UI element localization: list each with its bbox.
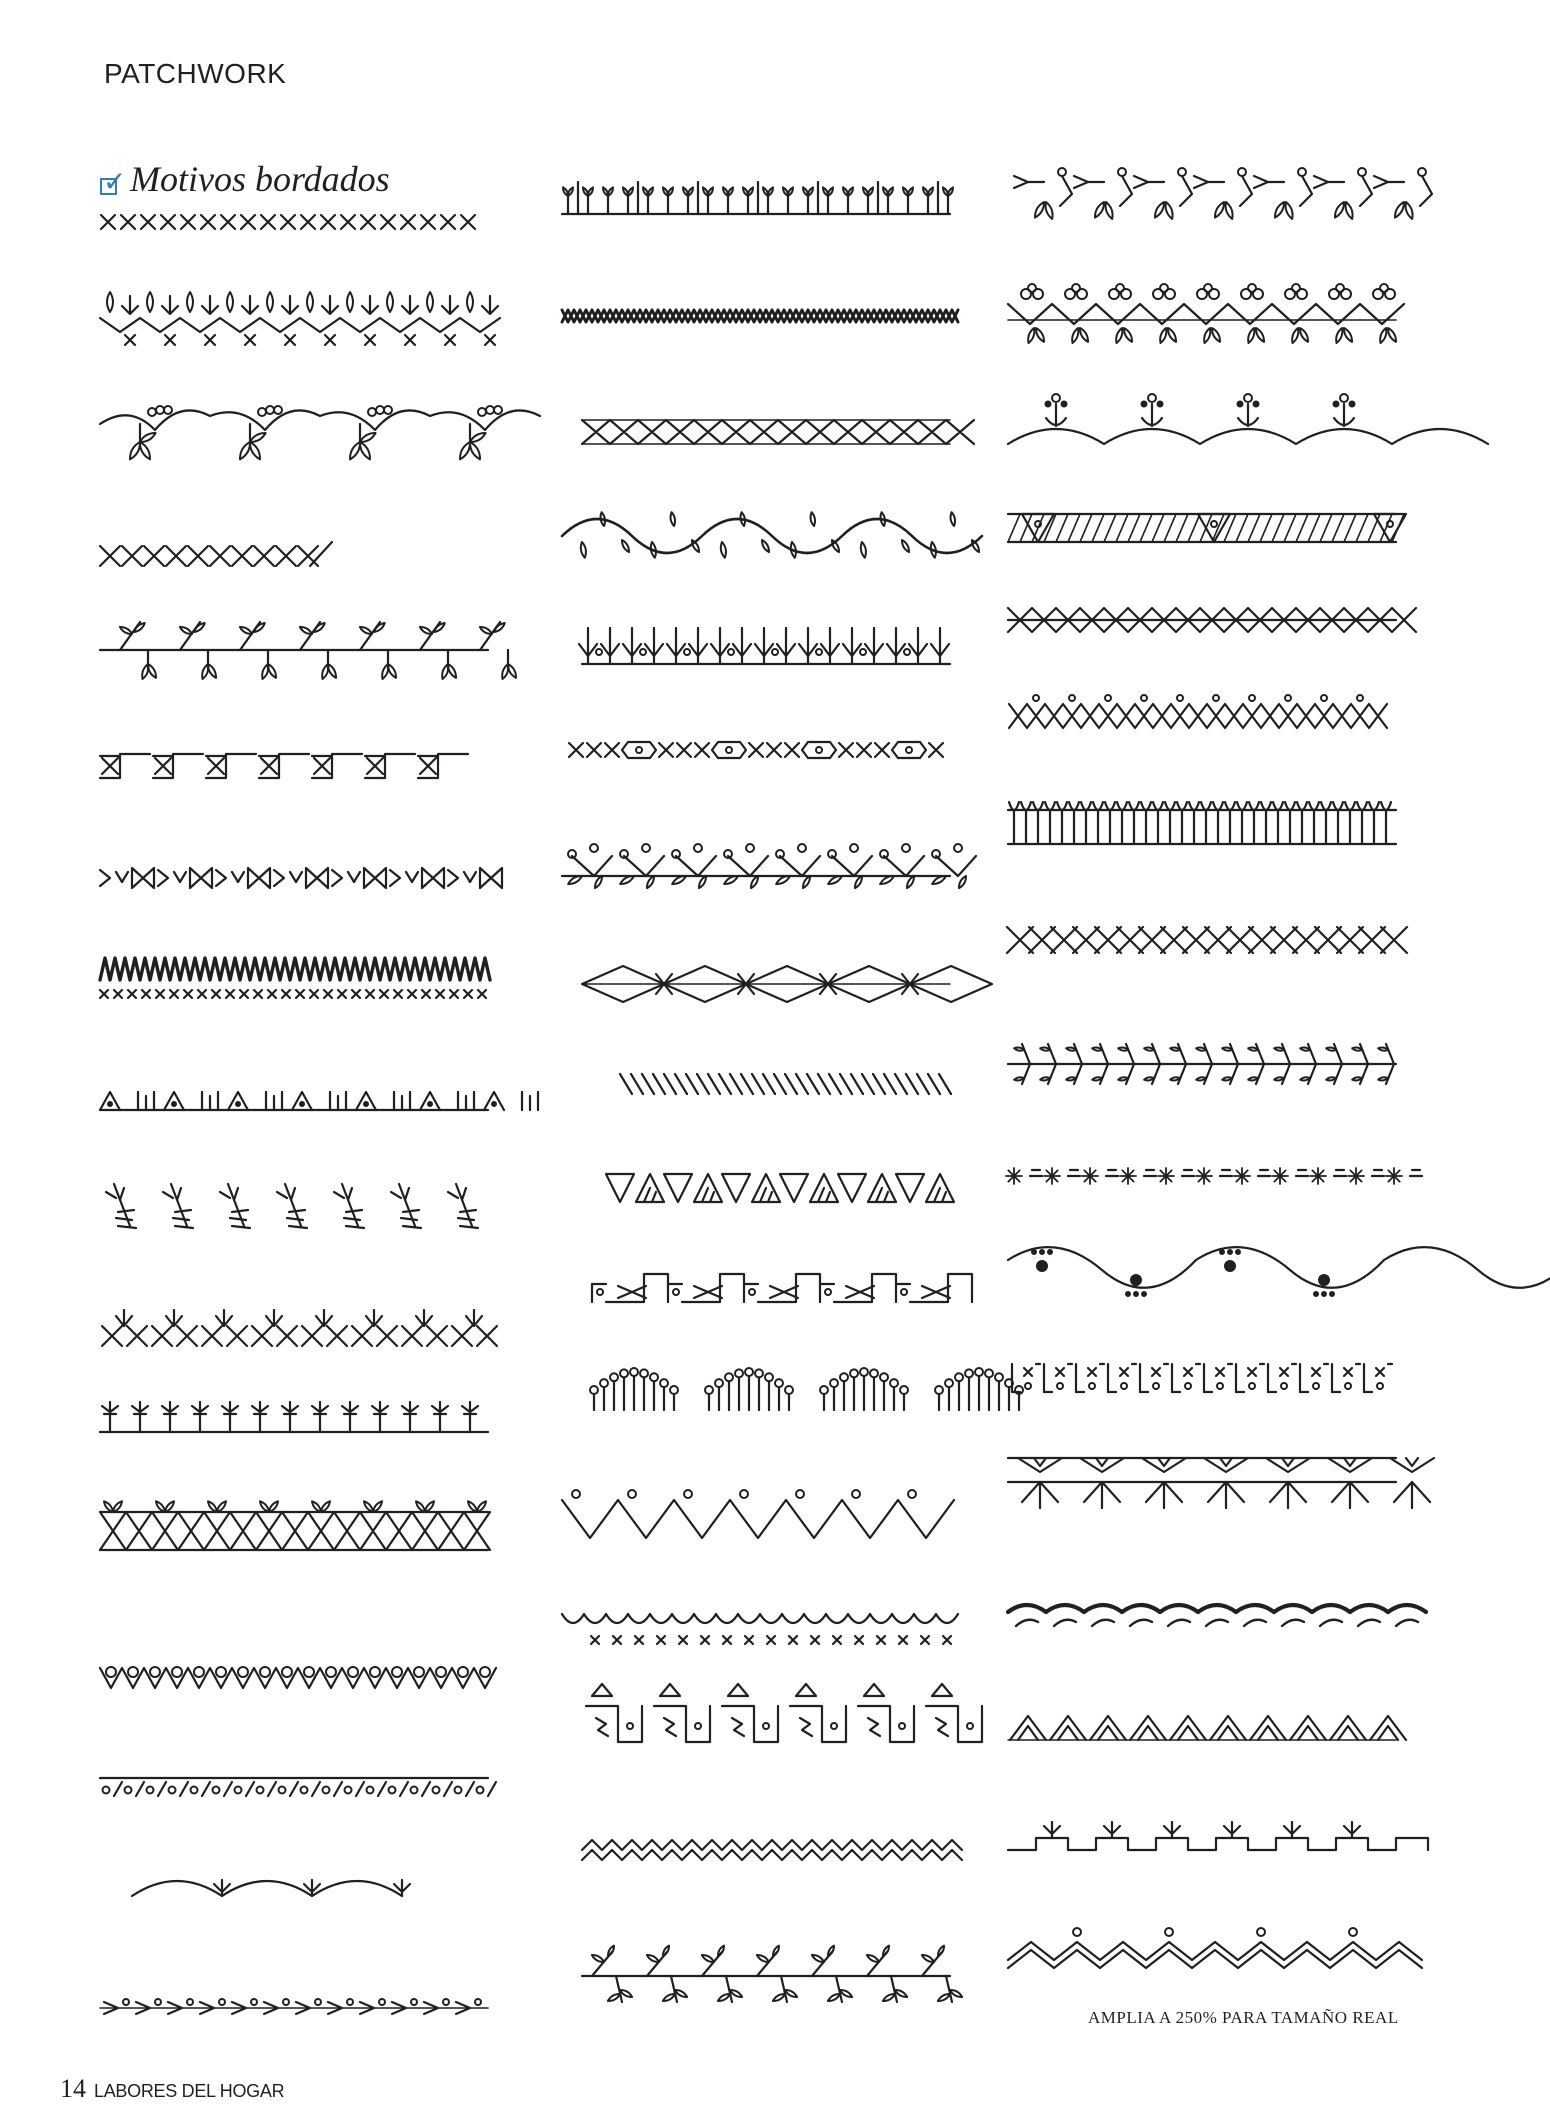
motif-diamond-chain — [582, 966, 992, 1002]
motif-lazy-daisy-band — [1008, 284, 1404, 343]
motif-double-zigzag — [582, 1840, 962, 1860]
motif-forked-knot-border — [1014, 168, 1432, 219]
motif-pin-fan-groups — [590, 1368, 1023, 1410]
motif-leaf-branch-border — [582, 1946, 962, 2002]
motif-lazy-daisy-zigzag — [100, 1667, 496, 1688]
motif-cross-stitch-row — [101, 215, 475, 229]
motif-fly-stitch-chevron-border — [100, 292, 500, 345]
motif-slanted-satin-row — [620, 1074, 951, 1094]
motif-vine-with-leaves — [562, 512, 982, 558]
motif-short-cross-stitch-row — [100, 542, 332, 566]
motif-fly-cross-row — [102, 1310, 497, 1346]
motif-leaf-arrow-border — [1008, 1044, 1396, 1084]
motif-triangle-band — [606, 1174, 954, 1202]
motif-lattice-with-tulips — [100, 1501, 490, 1550]
motif-satin-wave-band — [1008, 1605, 1426, 1626]
motif-sine-wave-stars — [1008, 1247, 1550, 1296]
motif-zigzag-circle-border — [1008, 1928, 1422, 1968]
section-label: PATCHWORK — [104, 58, 287, 89]
enlarge-note: AMPLIA A 250% PARA TAMAÑO REAL — [1088, 2008, 1399, 2027]
motif-bird-arrow-border — [1008, 1458, 1434, 1508]
motif-caret-row — [1008, 1716, 1406, 1740]
motif-box-cross-border — [100, 754, 468, 778]
magazine-name: LABORES DEL HOGAR — [94, 2081, 285, 2101]
motif-arrowhead-border — [579, 628, 950, 664]
motif-zigzag-with-crosses — [100, 958, 490, 998]
motif-star-dash-border — [1006, 1168, 1422, 1184]
motif-castle-sprig-border — [1008, 1822, 1428, 1850]
motif-herringbone-diamond-band — [1008, 608, 1416, 632]
motif-double-cross-band — [582, 420, 974, 444]
motif-arrow-circle-chain — [100, 1999, 488, 2014]
page-folio — [60, 2074, 284, 2104]
motif-dense-zigzag-band — [562, 310, 958, 322]
motif-flower-scallop — [1008, 394, 1488, 444]
motif-cross-hexagon-border — [569, 742, 943, 758]
motif-leaf-stem-border — [100, 622, 516, 679]
page-number: 14 — [60, 2074, 86, 2103]
motif-triangle-bar-border — [100, 1092, 538, 1110]
motif-loop-picket-border — [1008, 802, 1396, 844]
motif-cross-stitch-row-2 — [1007, 927, 1407, 953]
checkbox-check-icon: ✓ — [100, 170, 128, 200]
motif-sprout-border — [562, 182, 953, 214]
motif-greek-key-border — [592, 1274, 972, 1302]
motif-tower-triangle-border — [586, 1684, 982, 1742]
motif-arrow-feather-border — [106, 1184, 478, 1228]
motif-zigzag-with-knots — [562, 1490, 954, 1538]
motif-feather-branch-with-buds — [100, 406, 540, 459]
motif-scallop-with-sprigs — [132, 1880, 410, 1896]
motif-scallop-with-crosses — [562, 1614, 958, 1644]
motif-triangle-frame-band — [1008, 514, 1406, 542]
page-title-text: Motivos bordados — [130, 159, 390, 199]
motif-bowtie-chevron-border — [100, 868, 502, 888]
motif-circle-slash-border — [100, 1778, 496, 1796]
motif-knot-stem-border — [562, 844, 976, 888]
motif-box-cross-grid — [1012, 1364, 1392, 1392]
motif-knot-cross-band — [1009, 695, 1387, 728]
motif-palm-flower-border — [100, 1402, 488, 1432]
